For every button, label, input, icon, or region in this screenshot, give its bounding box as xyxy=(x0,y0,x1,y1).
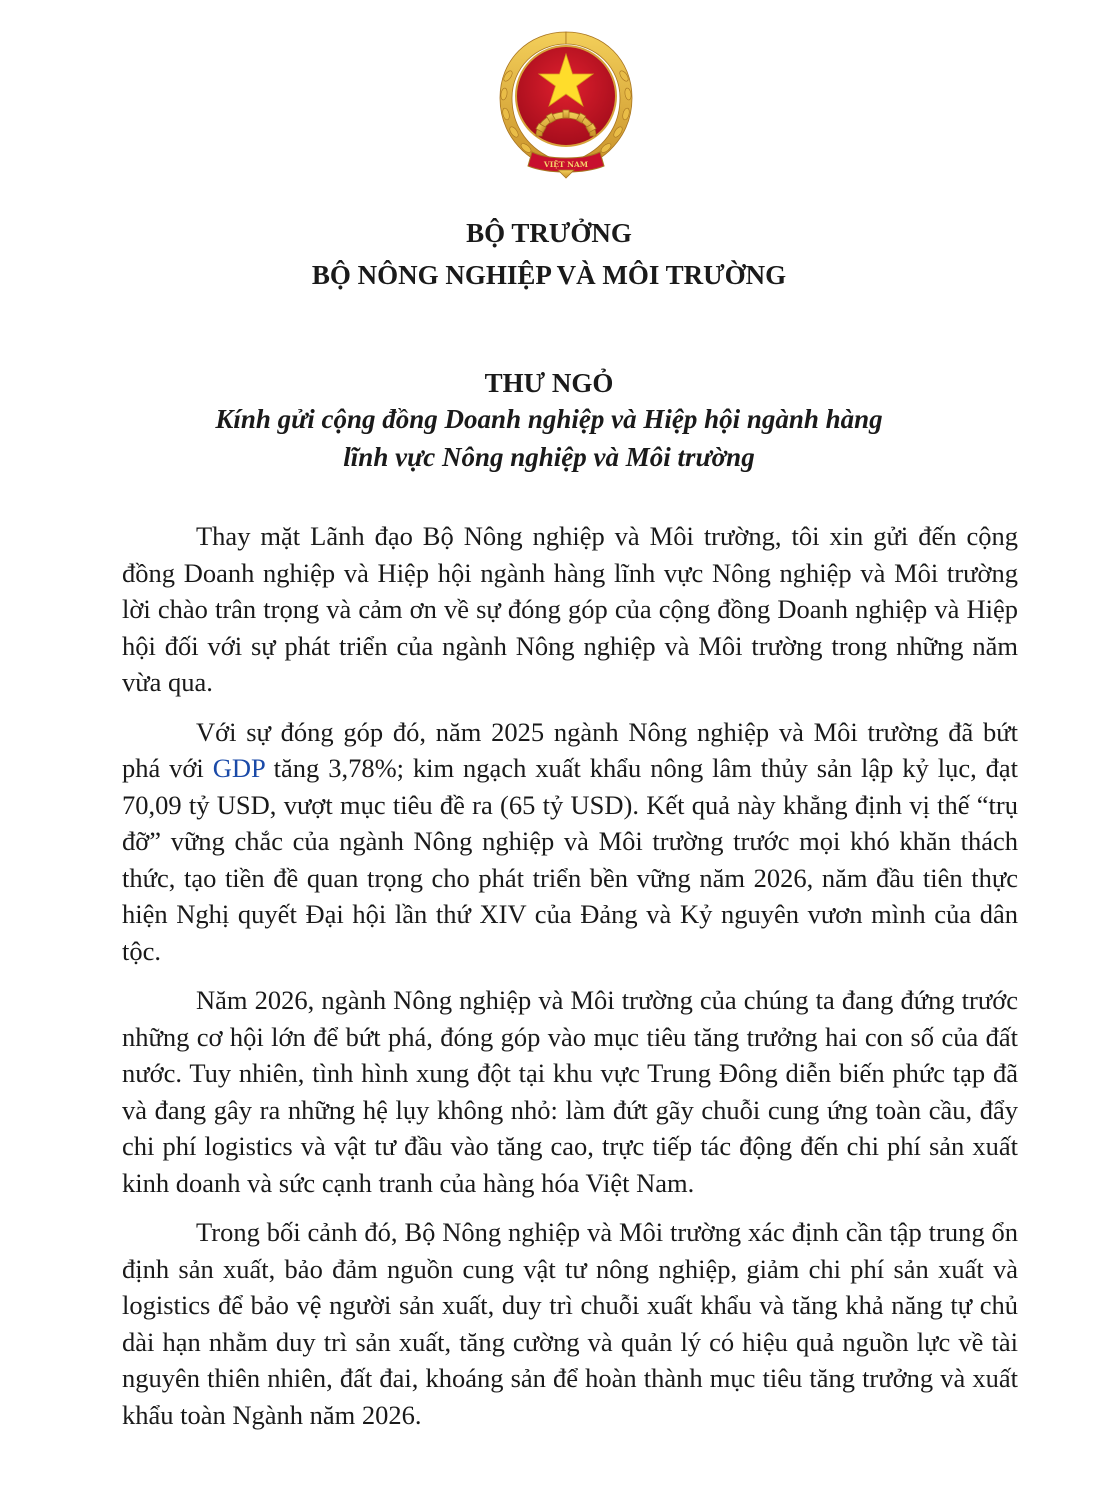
heading-minister: BỘ TRƯỞNG xyxy=(466,218,632,248)
addressee-line-2: lĩnh vực Nông nghiệp và Môi trường xyxy=(343,442,755,472)
paragraph-4: Trong bối cảnh đó, Bộ Nông nghiệp và Môi trường xác định cần tập trung ổn định sản xuất, bảo đảm nguồn cung vật tư nông nghiệp, giảm chi phí sản xuất và logistics để bảo vệ người sản xuất, duy trì chuỗi xuất khẩu và tăng khả năng tự chủ dài hạn nhằm duy trì sản xuất, tăng cường và quản lý có hiệu quả nguồn lực về tài nguyên thiên nhiên, đất đai, khoáng sản để hoàn thành mục tiêu tăng trưởng và xuất khẩu toàn Ngành năm 2026. xyxy=(122,1217,1018,1430)
ministry-heading xyxy=(0,212,1098,296)
addressee-line-1: Kính gửi cộng đồng Doanh nghiệp và Hiệp hội ngành hàng xyxy=(215,404,883,434)
heading-ministry-name: BỘ NÔNG NGHIỆP VÀ MÔI TRƯỜNG xyxy=(311,260,787,290)
letter-title: THƯ NGỎ xyxy=(484,368,614,398)
paragraph-2-start: Với sự đóng góp đó, năm 2025 ngành Nông nghiệp và Môi trường đã bứt phá với xyxy=(122,716,1018,783)
paragraph-3: Năm 2026, ngành Nông nghiệp và Môi trường của chúng ta đang đứng trước những cơ hội lớn để bứt phá, đóng góp vào mục tiêu tăng trưởng hai con số của đất nước. Tuy nhiên, tình hình xung đột tại khu vực Trung Đông diễn biến phức tạp đã và đang gây ra những hệ lụy không nhỏ: làm đứt gãy chuỗi cung ứng toàn cầu, đẩy chi phí logistics và vật tư đầu vào tăng cao, trực tiếp tác động đến chi phí sản xuất kinh doanh và sức cạnh tranh của hàng hóa Việt Nam. xyxy=(122,985,1018,1198)
addressee xyxy=(0,400,1098,476)
letter-body xyxy=(122,518,1018,1446)
paragraph-2 xyxy=(122,714,1018,970)
gdp-link[interactable]: GDP xyxy=(212,753,265,783)
emblem-ribbon-text: VIỆT NAM xyxy=(543,160,589,169)
paragraph-2-rest: tăng 3,78%; kim ngạch xuất khẩu nông lâm thủy sản lập kỷ lục, đạt 70,09 tỷ USD, vượt mục tiêu đề ra (65 tỷ USD). Kết quả này khẳng định vị thế “trụ đỡ” vững chắc của ngành Nông nghiệp và Môi trường trước mọi khó khăn thách thức, tạo tiền đề quan trọng cho phát triển bền vững năm 2026, năm đầu tiên thực hiện Nghị quyết Đại hội lần thứ XIV của Đảng và Kỷ nguyên vươn mình của dân tộc. xyxy=(122,753,1019,966)
national-emblem-icon xyxy=(492,28,640,180)
paragraph-1: Thay mặt Lãnh đạo Bộ Nông nghiệp và Môi trường, tôi xin gửi đến cộng đồng Doanh nghiệp và Hiệp hội ngành hàng lĩnh vực Nông nghiệp và Môi trường lời chào trân trọng và cảm ơn về sự đóng góp của cộng đồng Doanh nghiệp và Hiệp hội đối với sự phát triển của ngành Nông nghiệp và Môi trường trong những năm vừa qua. xyxy=(122,521,1018,697)
